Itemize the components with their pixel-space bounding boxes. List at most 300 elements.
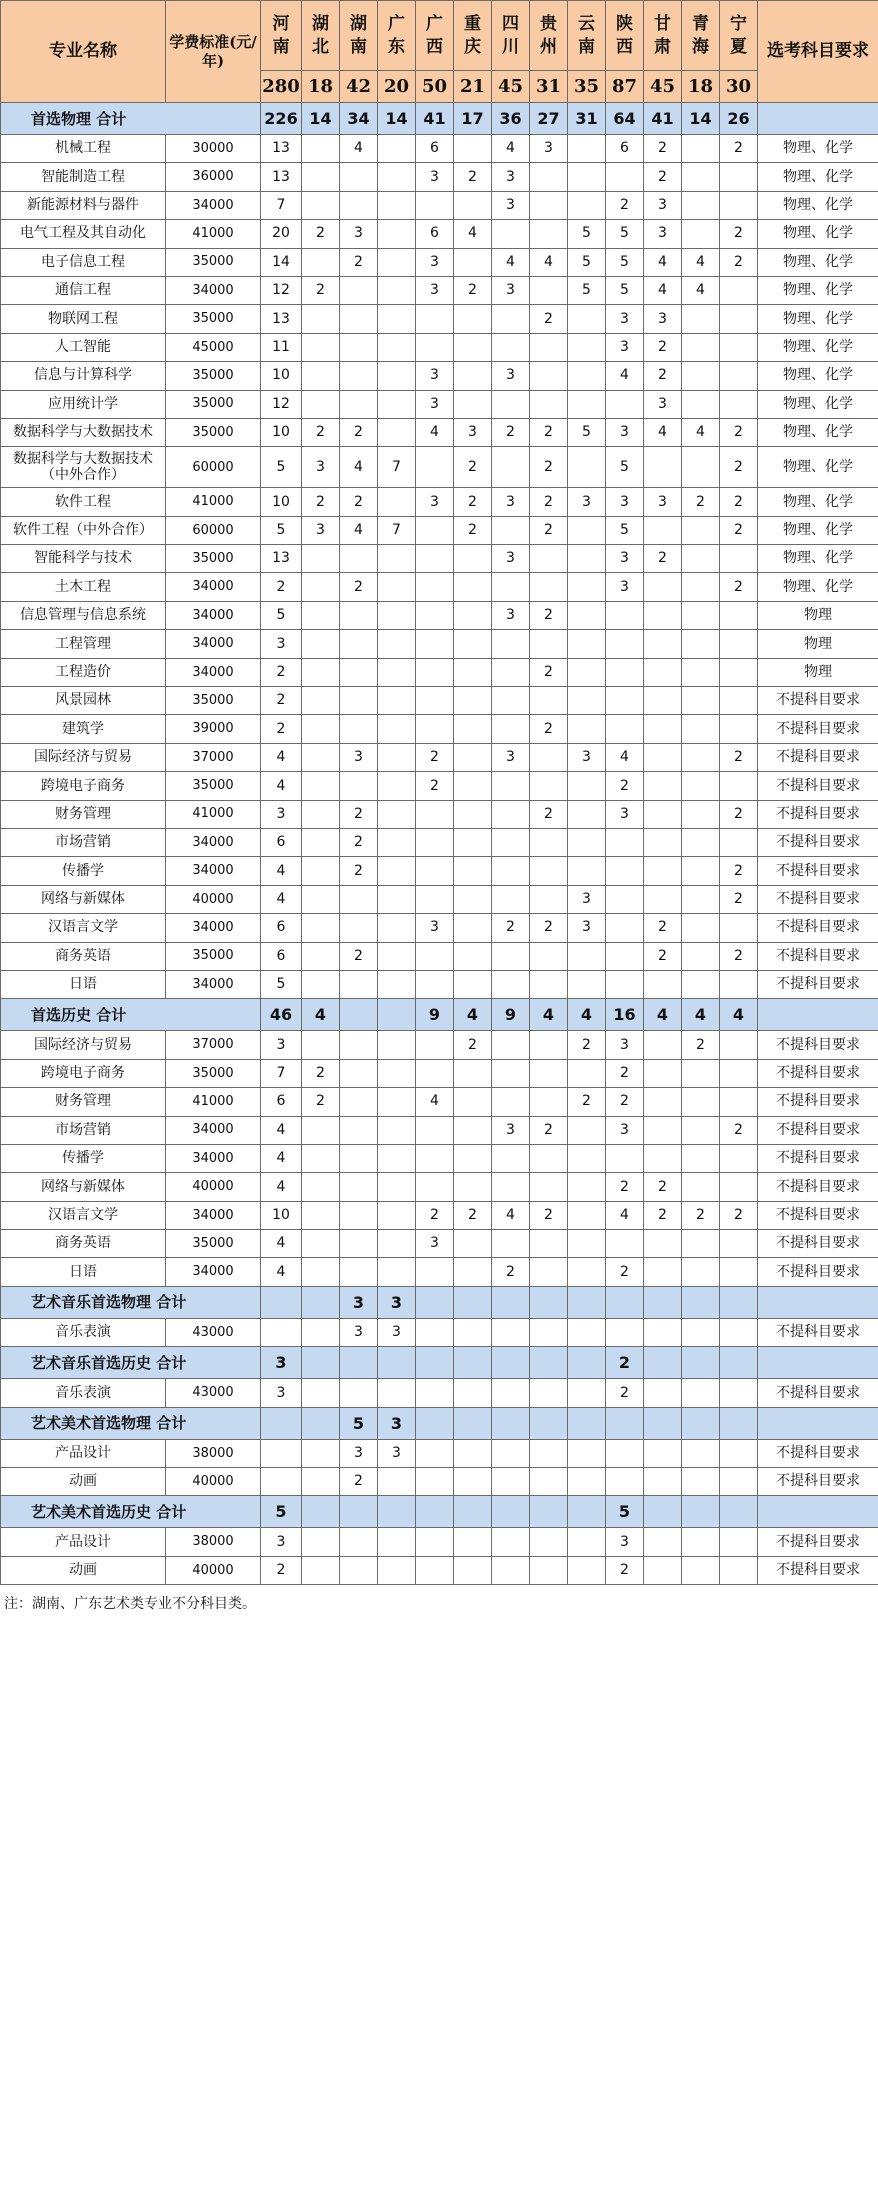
subject-requirement: 物理、化学: [758, 418, 878, 446]
quota-cell: [492, 800, 530, 828]
tuition-fee: 40000: [166, 1173, 261, 1201]
quota-cell: [568, 545, 606, 573]
quota-cell: 3: [606, 1116, 644, 1144]
quota-cell: 2: [606, 1379, 644, 1407]
quota-cell: 4: [261, 1230, 302, 1258]
quota-cell: 7: [261, 191, 302, 219]
quota-cell: [720, 1439, 758, 1467]
quota-cell: [568, 800, 606, 828]
quota-cell: [530, 191, 568, 219]
quota-cell: [720, 715, 758, 743]
section-count: [492, 1286, 530, 1318]
quota-cell: [644, 828, 682, 856]
quota-cell: [530, 545, 568, 573]
quota-cell: [302, 390, 340, 418]
quota-cell: [378, 1116, 416, 1144]
quota-cell: 2: [682, 488, 720, 516]
quota-cell: [568, 362, 606, 390]
section-count: [530, 1286, 568, 1318]
quota-cell: [416, 1468, 454, 1496]
tuition-fee: 37000: [166, 743, 261, 771]
quota-cell: 3: [568, 885, 606, 913]
quota-cell: [378, 1258, 416, 1286]
quota-cell: [378, 135, 416, 163]
quota-cell: 3: [340, 1439, 378, 1467]
quota-cell: 3: [606, 1528, 644, 1556]
quota-cell: [606, 1468, 644, 1496]
quota-cell: [568, 687, 606, 715]
quota-cell: 2: [682, 1031, 720, 1059]
quota-cell: 2: [261, 573, 302, 601]
quota-cell: 2: [720, 885, 758, 913]
table-row: [1, 418, 878, 446]
section-count: [530, 1347, 568, 1379]
major-name: 应用统计学: [1, 390, 166, 418]
quota-cell: [720, 1379, 758, 1407]
subject-requirement: 物理: [758, 658, 878, 686]
quota-cell: [492, 390, 530, 418]
quota-cell: 2: [530, 447, 568, 488]
quota-cell: [340, 772, 378, 800]
quota-cell: [416, 857, 454, 885]
quota-cell: [302, 658, 340, 686]
quota-cell: [606, 1230, 644, 1258]
quota-cell: [340, 1031, 378, 1059]
quota-cell: 2: [720, 857, 758, 885]
subject-requirement: 物理、化学: [758, 390, 878, 418]
quota-cell: 3: [454, 418, 492, 446]
subject-requirement: 不提科目要求: [758, 1230, 878, 1258]
quota-cell: [378, 1031, 416, 1059]
quota-cell: [568, 1379, 606, 1407]
subject-requirement: 不提科目要求: [758, 1173, 878, 1201]
major-name: 信息管理与信息系统: [1, 601, 166, 629]
quota-cell: [530, 1031, 568, 1059]
quota-cell: [530, 1258, 568, 1286]
quota-cell: [378, 163, 416, 191]
quota-cell: 3: [606, 418, 644, 446]
section-count: 5: [340, 1407, 378, 1439]
quota-cell: [568, 1230, 606, 1258]
subject-requirement: 不提科目要求: [758, 885, 878, 913]
quota-cell: [568, 163, 606, 191]
quota-cell: [568, 970, 606, 998]
quota-cell: [530, 772, 568, 800]
quota-cell: [340, 1116, 378, 1144]
tuition-fee: 35000: [166, 1230, 261, 1258]
tuition-fee: 41000: [166, 220, 261, 248]
quota-cell: 3: [644, 305, 682, 333]
quota-cell: 4: [261, 1144, 302, 1172]
table-row: [1, 163, 878, 191]
quota-cell: [568, 630, 606, 658]
quota-cell: [530, 1528, 568, 1556]
quota-cell: [682, 1439, 720, 1467]
quota-cell: 3: [492, 362, 530, 390]
quota-cell: 4: [261, 1258, 302, 1286]
section-label: 艺术音乐首选历史 合计: [1, 1347, 261, 1379]
table-row: [1, 1088, 878, 1116]
quota-cell: [302, 1144, 340, 1172]
quota-cell: [492, 1173, 530, 1201]
section-label: 艺术音乐首选物理 合计: [1, 1286, 261, 1318]
quota-cell: 10: [261, 1201, 302, 1229]
quota-cell: [682, 1556, 720, 1584]
table-row: [1, 191, 878, 219]
section-count: [378, 1496, 416, 1528]
quota-cell: [340, 1088, 378, 1116]
quota-cell: [340, 276, 378, 304]
major-name: 市场营销: [1, 1116, 166, 1144]
table-row: [1, 362, 878, 390]
quota-cell: 2: [340, 488, 378, 516]
quota-cell: 2: [568, 1088, 606, 1116]
quota-cell: [492, 333, 530, 361]
quota-cell: [378, 390, 416, 418]
quota-cell: 5: [606, 276, 644, 304]
quota-cell: [682, 305, 720, 333]
quota-cell: 5: [606, 248, 644, 276]
quota-cell: 3: [416, 362, 454, 390]
quota-cell: [568, 658, 606, 686]
section-count: [682, 1407, 720, 1439]
section-count: [261, 1286, 302, 1318]
quota-cell: 2: [302, 488, 340, 516]
quota-cell: [454, 942, 492, 970]
quota-cell: [454, 970, 492, 998]
quota-cell: [416, 1258, 454, 1286]
section-count: [644, 1347, 682, 1379]
province-header: 陕西: [606, 1, 644, 71]
section-count: [416, 1347, 454, 1379]
subject-requirement: 不提科目要求: [758, 914, 878, 942]
section-count: [454, 1407, 492, 1439]
quota-cell: [492, 970, 530, 998]
quota-cell: [720, 276, 758, 304]
quota-cell: 2: [454, 1031, 492, 1059]
quota-cell: [454, 1379, 492, 1407]
section-count: [682, 1347, 720, 1379]
quota-cell: [682, 1379, 720, 1407]
quota-cell: [416, 1173, 454, 1201]
quota-cell: [530, 1468, 568, 1496]
quota-cell: [606, 1439, 644, 1467]
quota-cell: [416, 800, 454, 828]
table-row: [1, 447, 878, 488]
province-header: 甘肃: [644, 1, 682, 71]
section-count: 3: [261, 1347, 302, 1379]
section-subtotal-row: [1, 1286, 878, 1318]
table-body: [1, 1, 878, 1585]
quota-cell: 10: [261, 418, 302, 446]
quota-cell: [416, 1144, 454, 1172]
quota-cell: [682, 516, 720, 544]
section-count: 14: [302, 103, 340, 135]
quota-cell: [720, 1173, 758, 1201]
quota-cell: 3: [568, 914, 606, 942]
table-row: [1, 1031, 878, 1059]
quota-cell: [492, 1088, 530, 1116]
quota-cell: [644, 630, 682, 658]
subject-requirement: 不提科目要求: [758, 1379, 878, 1407]
tuition-fee: 43000: [166, 1379, 261, 1407]
quota-cell: [302, 857, 340, 885]
quota-cell: [720, 1031, 758, 1059]
quota-cell: [568, 1468, 606, 1496]
major-name: 传播学: [1, 857, 166, 885]
quota-cell: [302, 248, 340, 276]
quota-cell: [720, 914, 758, 942]
section-count: [454, 1496, 492, 1528]
quota-cell: [378, 1059, 416, 1087]
province-header: 湖南: [340, 1, 378, 71]
section-count: [530, 1496, 568, 1528]
quota-cell: 2: [530, 914, 568, 942]
quota-cell: [454, 1439, 492, 1467]
table-row: [1, 1144, 878, 1172]
quota-cell: [378, 1379, 416, 1407]
quota-cell: 3: [416, 488, 454, 516]
section-count: [644, 1496, 682, 1528]
quota-cell: [340, 305, 378, 333]
subject-requirement: 不提科目要求: [758, 1059, 878, 1087]
tuition-fee: 40000: [166, 885, 261, 913]
quota-cell: [340, 1258, 378, 1286]
subject-requirement: 不提科目要求: [758, 687, 878, 715]
quota-cell: 2: [720, 488, 758, 516]
quota-cell: [454, 743, 492, 771]
quota-cell: [492, 630, 530, 658]
quota-cell: 2: [720, 942, 758, 970]
major-name: 新能源材料与器件: [1, 191, 166, 219]
quota-cell: [378, 1088, 416, 1116]
quota-cell: [644, 447, 682, 488]
quota-cell: [340, 715, 378, 743]
quota-cell: 3: [261, 630, 302, 658]
tuition-fee: 34000: [166, 914, 261, 942]
quota-cell: 13: [261, 163, 302, 191]
quota-cell: [492, 885, 530, 913]
quota-cell: [568, 715, 606, 743]
province-total: 35: [568, 71, 606, 103]
subject-requirement: 不提科目要求: [758, 1528, 878, 1556]
quota-cell: 2: [644, 1173, 682, 1201]
quota-cell: [644, 1144, 682, 1172]
quota-cell: [492, 1031, 530, 1059]
quota-cell: 2: [644, 163, 682, 191]
quota-cell: [682, 687, 720, 715]
subject-requirement: 物理、化学: [758, 191, 878, 219]
quota-cell: [568, 191, 606, 219]
tuition-fee: 45000: [166, 333, 261, 361]
quota-cell: [454, 885, 492, 913]
quota-cell: 2: [644, 545, 682, 573]
quota-cell: [416, 658, 454, 686]
quota-cell: [492, 942, 530, 970]
quota-cell: [454, 1116, 492, 1144]
quota-cell: 6: [261, 828, 302, 856]
quota-cell: [720, 545, 758, 573]
quota-cell: [302, 630, 340, 658]
quota-cell: [340, 545, 378, 573]
quota-cell: 2: [720, 516, 758, 544]
section-count: [302, 1496, 340, 1528]
quota-cell: [606, 163, 644, 191]
quota-cell: 5: [568, 418, 606, 446]
quota-cell: [416, 1116, 454, 1144]
section-count: [378, 1347, 416, 1379]
quota-cell: [720, 828, 758, 856]
quota-cell: [378, 276, 416, 304]
quota-cell: [302, 305, 340, 333]
quota-cell: [682, 601, 720, 629]
quota-cell: 6: [416, 220, 454, 248]
subject-requirement: 物理、化学: [758, 447, 878, 488]
quota-cell: 3: [492, 191, 530, 219]
quota-cell: [416, 715, 454, 743]
tuition-fee: 34000: [166, 1258, 261, 1286]
quota-cell: [340, 658, 378, 686]
quota-cell: [416, 1556, 454, 1584]
quota-cell: [682, 1318, 720, 1346]
section-count: [302, 1286, 340, 1318]
table-row: [1, 715, 878, 743]
major-name: 汉语言文学: [1, 1201, 166, 1229]
quota-cell: [530, 1144, 568, 1172]
quota-cell: [644, 970, 682, 998]
province-header: 河南: [261, 1, 302, 71]
major-name: 日语: [1, 1258, 166, 1286]
section-count: 3: [378, 1286, 416, 1318]
section-requirement-empty: [758, 1347, 878, 1379]
quota-cell: [454, 1173, 492, 1201]
section-requirement-empty: [758, 999, 878, 1031]
tuition-fee: 34000: [166, 276, 261, 304]
quota-cell: [378, 687, 416, 715]
quota-cell: 4: [261, 885, 302, 913]
major-name: 商务英语: [1, 1230, 166, 1258]
quota-cell: 3: [644, 488, 682, 516]
quota-cell: 5: [568, 220, 606, 248]
quota-cell: [302, 800, 340, 828]
table-row: [1, 390, 878, 418]
tuition-fee: 41000: [166, 800, 261, 828]
quota-cell: 2: [530, 1116, 568, 1144]
quota-cell: [682, 743, 720, 771]
quota-cell: [416, 1318, 454, 1346]
quota-cell: [416, 545, 454, 573]
quota-cell: 2: [340, 857, 378, 885]
quota-cell: 2: [302, 1088, 340, 1116]
subject-requirement: 物理、化学: [758, 220, 878, 248]
subject-requirement: 物理、化学: [758, 163, 878, 191]
quota-cell: 3: [606, 488, 644, 516]
quota-cell: [302, 191, 340, 219]
subject-requirement: 物理、化学: [758, 573, 878, 601]
quota-cell: [340, 1528, 378, 1556]
quota-cell: 2: [454, 488, 492, 516]
section-count: 14: [682, 103, 720, 135]
tuition-fee: 34000: [166, 828, 261, 856]
quota-cell: [720, 1528, 758, 1556]
quota-cell: [682, 1528, 720, 1556]
quota-cell: [568, 601, 606, 629]
quota-cell: [606, 828, 644, 856]
quota-cell: [644, 1116, 682, 1144]
quota-cell: [568, 1173, 606, 1201]
quota-cell: 5: [261, 601, 302, 629]
quota-cell: 2: [644, 914, 682, 942]
tuition-fee: 34000: [166, 658, 261, 686]
footnote: 注：湖南、广东艺术类专业不分科目类。: [4, 1596, 256, 1613]
quota-cell: 2: [302, 276, 340, 304]
tuition-fee: 36000: [166, 163, 261, 191]
section-count: [606, 1407, 644, 1439]
section-count: [568, 1407, 606, 1439]
table-row: [1, 743, 878, 771]
quota-cell: 4: [530, 248, 568, 276]
quota-cell: 3: [606, 1031, 644, 1059]
quota-cell: [530, 390, 568, 418]
quota-cell: 13: [261, 135, 302, 163]
quota-cell: 4: [261, 1116, 302, 1144]
major-name: 音乐表演: [1, 1379, 166, 1407]
quota-cell: 2: [530, 418, 568, 446]
quota-cell: [644, 1088, 682, 1116]
quota-cell: [606, 658, 644, 686]
quota-cell: [644, 687, 682, 715]
quota-cell: 2: [416, 772, 454, 800]
quota-cell: [378, 970, 416, 998]
subject-requirement: 不提科目要求: [758, 1258, 878, 1286]
quota-cell: [378, 418, 416, 446]
quota-cell: 2: [261, 715, 302, 743]
major-name: 数据科学与大数据技术: [1, 418, 166, 446]
quota-cell: [682, 333, 720, 361]
section-count: 4: [720, 999, 758, 1031]
subject-requirement: 物理、化学: [758, 135, 878, 163]
province-total: 18: [302, 71, 340, 103]
tuition-fee: 35000: [166, 418, 261, 446]
tuition-fee: 35000: [166, 248, 261, 276]
quota-cell: [606, 914, 644, 942]
quota-cell: 4: [454, 220, 492, 248]
quota-cell: 6: [261, 1088, 302, 1116]
quota-cell: [682, 914, 720, 942]
section-count: 41: [416, 103, 454, 135]
quota-cell: [720, 658, 758, 686]
province-header: 重庆: [454, 1, 492, 71]
quota-cell: [340, 1173, 378, 1201]
quota-cell: [492, 516, 530, 544]
quota-cell: 2: [340, 828, 378, 856]
quota-cell: 2: [454, 163, 492, 191]
quota-cell: [682, 362, 720, 390]
table-row: [1, 573, 878, 601]
quota-cell: 2: [720, 573, 758, 601]
section-count: 4: [530, 999, 568, 1031]
quota-cell: 3: [492, 601, 530, 629]
section-requirement-empty: [758, 103, 878, 135]
quota-cell: [416, 828, 454, 856]
quota-cell: [340, 601, 378, 629]
quota-cell: [644, 857, 682, 885]
quota-cell: [568, 857, 606, 885]
quota-cell: [492, 857, 530, 885]
section-count: [720, 1496, 758, 1528]
quota-cell: 4: [644, 248, 682, 276]
subject-requirement: 不提科目要求: [758, 857, 878, 885]
